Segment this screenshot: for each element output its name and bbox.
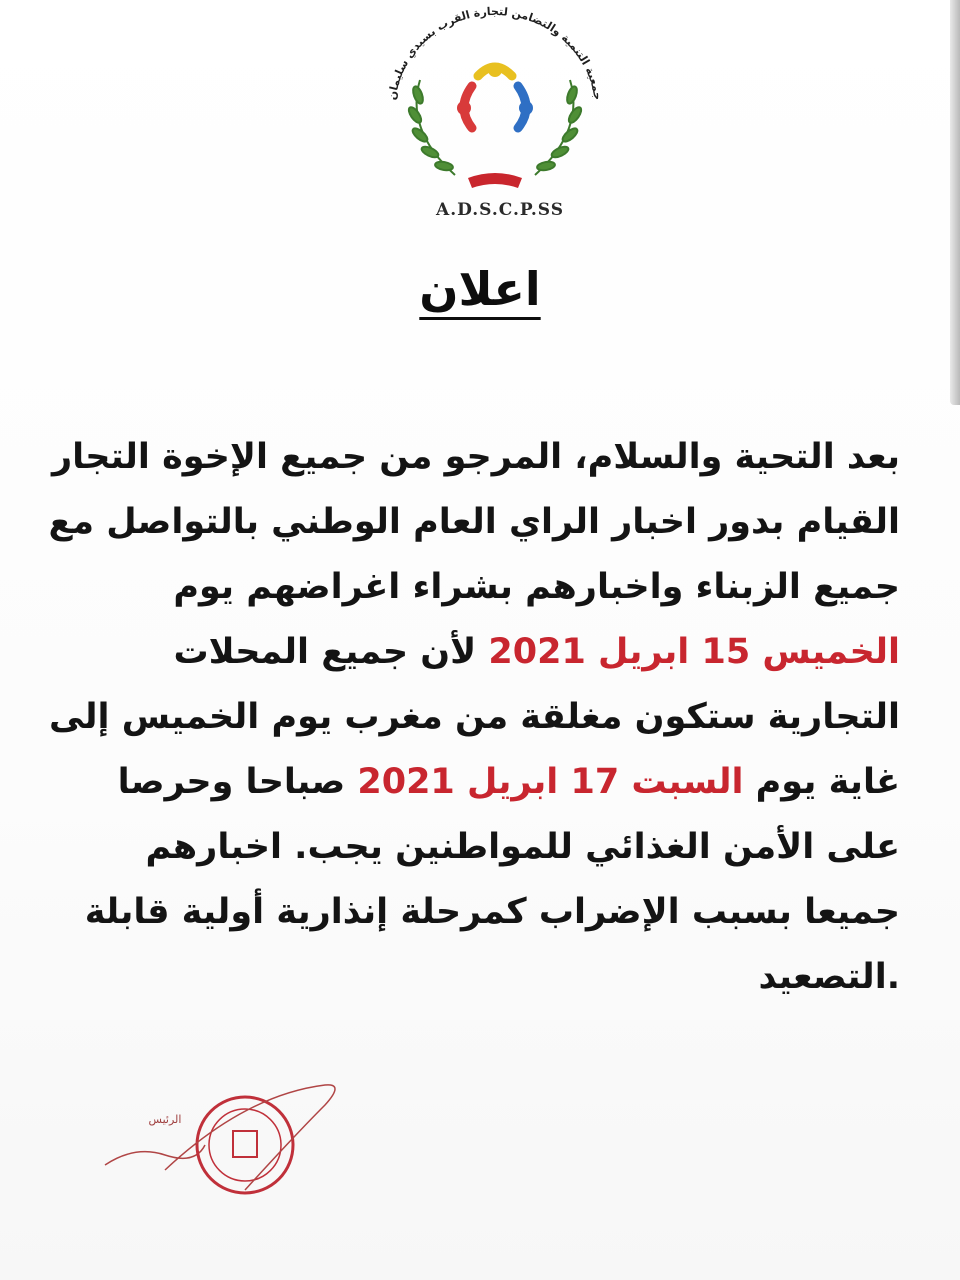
official-stamp xyxy=(95,1075,355,1215)
body-line-rest: لأن جميع المحلات xyxy=(173,632,477,672)
ribbon-icon xyxy=(468,173,522,188)
svg-text:الرئيس: الرئيس xyxy=(148,1113,182,1126)
document-title: اعلان xyxy=(419,262,541,316)
body-line xyxy=(100,620,900,685)
laurel-right-icon xyxy=(535,80,583,175)
body-line: القيام بدور اخبار الراي العام الوطني بالتواصل مع xyxy=(48,502,900,542)
body-line: .التصعيد xyxy=(758,957,900,997)
body-line: جميع الزبناء واخبارهم بشراء اغراضهم يوم xyxy=(173,567,900,607)
body-line: على الأمن الغذائي للمواطنين يجب. اخبارهم xyxy=(145,827,900,867)
date-saturday: السبت 17 ابريل 2021 xyxy=(357,762,744,802)
signature-label xyxy=(149,1113,182,1126)
announcement-body xyxy=(48,425,900,1010)
signature-loop xyxy=(165,1085,335,1190)
body-line-start: غاية يوم xyxy=(755,762,900,802)
body-line: بعد التحية والسلام، المرجو من جميع الإخوة التجار xyxy=(51,437,900,477)
body-line: جميعا بسبب الإضراب كمرحلة إنذارية أولية قابلة xyxy=(84,892,900,932)
three-figures-icon xyxy=(457,63,533,128)
body-line xyxy=(100,750,900,815)
body-line: التجارية ستكون مغلقة من مغرب يوم الخميس إلى xyxy=(48,697,900,737)
logo-arc-text: جمعية التنمية والتضامن لتجارة القرب بسيدي سليمان xyxy=(385,5,605,101)
body-line-rest: صباحا وحرصا xyxy=(117,762,346,802)
scrollbar[interactable] xyxy=(950,0,960,405)
date-thursday: الخميس 15 ابريل 2021 xyxy=(488,632,900,672)
stamp-inner-ring xyxy=(209,1109,281,1181)
laurel-left-icon xyxy=(407,80,455,175)
association-logo xyxy=(360,0,630,200)
logo-code: A.D.S.C.P.SS xyxy=(436,200,564,220)
stamp-center xyxy=(233,1131,257,1157)
